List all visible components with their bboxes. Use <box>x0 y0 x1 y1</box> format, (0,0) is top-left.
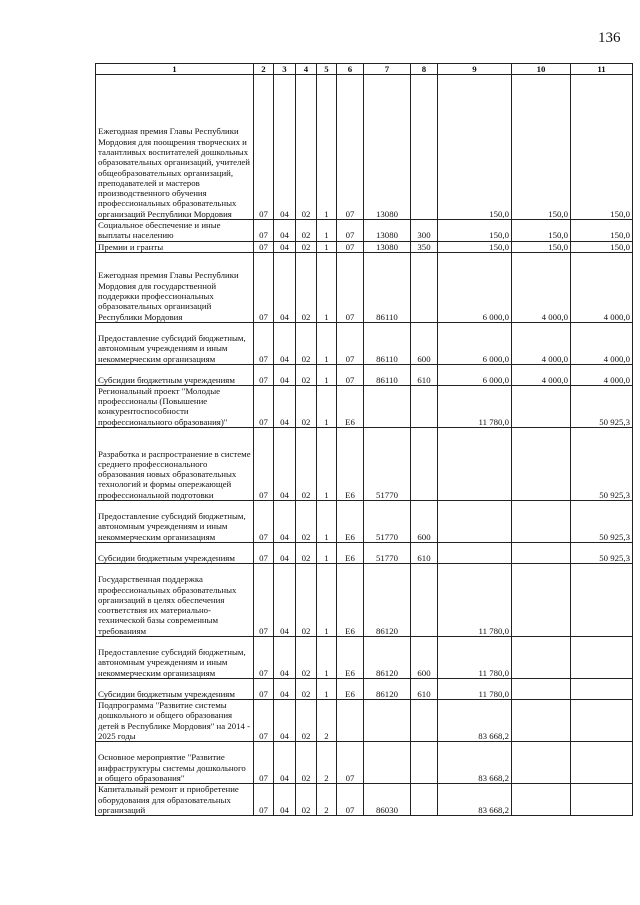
column-header: 9 <box>438 64 512 75</box>
code-cell: 02 <box>296 784 317 816</box>
amount-cell: 4 000,0 <box>512 322 571 364</box>
code-cell: 07 <box>254 784 274 816</box>
column-header: 5 <box>317 64 337 75</box>
amount-cell <box>512 637 571 679</box>
code-cell: 07 <box>254 543 274 564</box>
code-cell: 07 <box>254 75 274 220</box>
code-cell: 86120 <box>364 637 411 679</box>
column-header: 2 <box>254 64 274 75</box>
code-cell: 02 <box>296 252 317 322</box>
code-cell: 04 <box>274 385 296 427</box>
amount-cell <box>438 543 512 564</box>
code-cell: 600 <box>411 322 438 364</box>
row-name-cell: Субсидии бюджетным учреждениям <box>96 543 254 564</box>
row-name-cell: Социальное обеспечение и иные выплаты населению <box>96 220 254 242</box>
table-row <box>96 700 633 742</box>
code-cell: 300 <box>411 220 438 242</box>
amount-cell <box>512 385 571 427</box>
amount-cell: 83 668,2 <box>438 700 512 742</box>
code-cell: 02 <box>296 428 317 501</box>
code-cell: 2 <box>317 700 337 742</box>
code-cell: 04 <box>274 564 296 637</box>
code-cell: 600 <box>411 501 438 543</box>
table-row <box>96 742 633 784</box>
code-cell: 610 <box>411 679 438 700</box>
amount-cell <box>571 637 633 679</box>
code-cell: 1 <box>317 543 337 564</box>
code-cell: 07 <box>254 637 274 679</box>
budget-table <box>95 63 633 816</box>
amount-cell <box>571 679 633 700</box>
row-name-cell: Основное мероприятие "Развитие инфраструктуры системы дошкольного и общего образования" <box>96 742 254 784</box>
row-name-cell: Капитальный ремонт и приобретение оборудования для образовательных организаций <box>96 784 254 816</box>
code-cell <box>411 700 438 742</box>
amount-cell: 150,0 <box>571 75 633 220</box>
amount-cell: 83 668,2 <box>438 742 512 784</box>
code-cell: 04 <box>274 364 296 385</box>
amount-cell: 150,0 <box>512 75 571 220</box>
amount-cell <box>438 501 512 543</box>
code-cell: 04 <box>274 252 296 322</box>
code-cell: 04 <box>274 241 296 252</box>
amount-cell <box>571 742 633 784</box>
row-name-cell: Ежегодная премия Главы Республики Мордовия для поощрения творческих и талантливых воспитателей дошкольных образовательных организаций, учителей общеобразовательных организаций, преподавателей и мастеров производственного обучения профессиональных образовательных организаций Республики Мордовия <box>96 75 254 220</box>
code-cell: 350 <box>411 241 438 252</box>
code-cell: E6 <box>337 564 364 637</box>
amount-cell: 150,0 <box>438 241 512 252</box>
amount-cell <box>512 700 571 742</box>
column-header: 11 <box>571 64 633 75</box>
code-cell <box>411 564 438 637</box>
code-cell: 1 <box>317 564 337 637</box>
amount-cell: 11 780,0 <box>438 637 512 679</box>
row-name-cell: Государственная поддержка профессиональных образовательных организаций в целях обеспечения соответствия их материально-технической базы современным требованиям <box>96 564 254 637</box>
amount-cell: 50 925,3 <box>571 385 633 427</box>
code-cell: 07 <box>254 700 274 742</box>
code-cell: 07 <box>254 501 274 543</box>
code-cell: 86120 <box>364 564 411 637</box>
code-cell: 1 <box>317 364 337 385</box>
amount-cell: 150,0 <box>571 220 633 242</box>
amount-cell <box>512 679 571 700</box>
code-cell: 51770 <box>364 428 411 501</box>
code-cell: 1 <box>317 241 337 252</box>
table-row <box>96 501 633 543</box>
code-cell <box>411 252 438 322</box>
code-cell: 02 <box>296 501 317 543</box>
amount-cell <box>512 501 571 543</box>
table-row <box>96 428 633 501</box>
code-cell: 02 <box>296 322 317 364</box>
code-cell: 04 <box>274 543 296 564</box>
column-header: 7 <box>364 64 411 75</box>
code-cell: 04 <box>274 501 296 543</box>
code-cell: 02 <box>296 75 317 220</box>
code-cell: 610 <box>411 543 438 564</box>
code-cell <box>337 700 364 742</box>
table-body <box>96 75 633 816</box>
row-name-cell: Предоставление субсидий бюджетным, автономным учреждениям и иным некоммерческим организациям <box>96 501 254 543</box>
amount-cell <box>571 700 633 742</box>
amount-cell: 6 000,0 <box>438 364 512 385</box>
code-cell: 51770 <box>364 543 411 564</box>
amount-cell <box>512 784 571 816</box>
amount-cell: 50 925,3 <box>571 543 633 564</box>
code-cell: E6 <box>337 679 364 700</box>
code-cell: 04 <box>274 220 296 242</box>
code-cell <box>411 75 438 220</box>
table-row <box>96 220 633 242</box>
table-row <box>96 241 633 252</box>
amount-cell <box>512 742 571 784</box>
amount-cell: 150,0 <box>438 75 512 220</box>
code-cell: 07 <box>337 364 364 385</box>
row-name-cell: Предоставление субсидий бюджетным, автономным учреждениям и иным некоммерческим организациям <box>96 322 254 364</box>
column-header: 3 <box>274 64 296 75</box>
code-cell: 600 <box>411 637 438 679</box>
code-cell: 04 <box>274 637 296 679</box>
page-number: 136 <box>598 30 621 46</box>
code-cell: 07 <box>337 322 364 364</box>
code-cell: 07 <box>337 75 364 220</box>
code-cell: E6 <box>337 637 364 679</box>
code-cell: 07 <box>254 220 274 242</box>
amount-cell: 6 000,0 <box>438 252 512 322</box>
code-cell: 13080 <box>364 75 411 220</box>
code-cell: 04 <box>274 75 296 220</box>
code-cell: 2 <box>317 742 337 784</box>
code-cell: 1 <box>317 637 337 679</box>
amount-cell: 4 000,0 <box>571 252 633 322</box>
row-name-cell: Региональный проект "Молодые профессионалы (Повышение конкурентоспособности профессионального образования)" <box>96 385 254 427</box>
column-header: 4 <box>296 64 317 75</box>
amount-cell: 11 780,0 <box>438 385 512 427</box>
code-cell: E6 <box>337 543 364 564</box>
amount-cell: 11 780,0 <box>438 679 512 700</box>
amount-cell <box>571 564 633 637</box>
code-cell <box>411 784 438 816</box>
code-cell <box>411 385 438 427</box>
amount-cell <box>438 428 512 501</box>
row-name-cell: Субсидии бюджетным учреждениям <box>96 679 254 700</box>
code-cell <box>411 428 438 501</box>
code-cell: 07 <box>254 364 274 385</box>
amount-cell: 4 000,0 <box>512 364 571 385</box>
code-cell: 1 <box>317 428 337 501</box>
code-cell: 04 <box>274 428 296 501</box>
table-row <box>96 322 633 364</box>
code-cell: 07 <box>254 564 274 637</box>
amount-cell <box>512 428 571 501</box>
table-row <box>96 784 633 816</box>
amount-cell: 83 668,2 <box>438 784 512 816</box>
code-cell: 13080 <box>364 241 411 252</box>
code-cell: 04 <box>274 742 296 784</box>
amount-cell: 150,0 <box>438 220 512 242</box>
table-row <box>96 679 633 700</box>
code-cell: 02 <box>296 742 317 784</box>
code-cell: 1 <box>317 75 337 220</box>
code-cell: 86110 <box>364 252 411 322</box>
code-cell: 02 <box>296 220 317 242</box>
code-cell <box>411 742 438 784</box>
amount-cell: 6 000,0 <box>438 322 512 364</box>
code-cell: E6 <box>337 428 364 501</box>
code-cell: 07 <box>337 784 364 816</box>
column-header: 1 <box>96 64 254 75</box>
table-row <box>96 364 633 385</box>
code-cell: 1 <box>317 501 337 543</box>
code-cell: 1 <box>317 252 337 322</box>
column-header: 6 <box>337 64 364 75</box>
table-row <box>96 75 633 220</box>
header-row <box>96 64 633 75</box>
code-cell: 02 <box>296 679 317 700</box>
code-cell: 1 <box>317 679 337 700</box>
amount-cell: 4 000,0 <box>571 322 633 364</box>
code-cell: 07 <box>254 252 274 322</box>
code-cell: 13080 <box>364 220 411 242</box>
code-cell: 86120 <box>364 679 411 700</box>
code-cell: 86110 <box>364 322 411 364</box>
amount-cell <box>571 784 633 816</box>
amount-cell <box>512 543 571 564</box>
amount-cell <box>512 564 571 637</box>
code-cell: 02 <box>296 700 317 742</box>
code-cell: 02 <box>296 637 317 679</box>
row-name-cell: Разработка и распространение в системе среднего профессионального образования новых образовательных технологий и формы опережающей профессиональной подготовки <box>96 428 254 501</box>
column-header: 8 <box>411 64 438 75</box>
table-row <box>96 637 633 679</box>
code-cell <box>364 700 411 742</box>
code-cell: E6 <box>337 385 364 427</box>
row-name-cell: Премии и гранты <box>96 241 254 252</box>
amount-cell: 150,0 <box>571 241 633 252</box>
amount-cell: 4 000,0 <box>512 252 571 322</box>
code-cell: 1 <box>317 385 337 427</box>
table-row <box>96 564 633 637</box>
column-header: 10 <box>512 64 571 75</box>
code-cell: 07 <box>254 385 274 427</box>
code-cell: 07 <box>254 322 274 364</box>
amount-cell: 50 925,3 <box>571 501 633 543</box>
code-cell: 1 <box>317 322 337 364</box>
table-row <box>96 543 633 564</box>
code-cell: 02 <box>296 364 317 385</box>
code-cell: 04 <box>274 784 296 816</box>
amount-cell: 50 925,3 <box>571 428 633 501</box>
amount-cell: 11 780,0 <box>438 564 512 637</box>
code-cell: 2 <box>317 784 337 816</box>
code-cell: E6 <box>337 501 364 543</box>
amount-cell: 150,0 <box>512 241 571 252</box>
row-name-cell: Предоставление субсидий бюджетным, автономным учреждениям и иным некоммерческим организациям <box>96 637 254 679</box>
code-cell: 04 <box>274 322 296 364</box>
table-row <box>96 252 633 322</box>
code-cell: 610 <box>411 364 438 385</box>
amount-cell: 4 000,0 <box>571 364 633 385</box>
code-cell: 07 <box>254 241 274 252</box>
code-cell: 07 <box>337 220 364 242</box>
amount-cell: 150,0 <box>512 220 571 242</box>
row-name-cell: Подпрограмма "Развитие системы дошкольного и общего образования детей в Республике Мордовия" на 2014 - 2025 годы <box>96 700 254 742</box>
code-cell: 04 <box>274 679 296 700</box>
code-cell: 07 <box>337 241 364 252</box>
code-cell: 07 <box>254 428 274 501</box>
code-cell: 04 <box>274 700 296 742</box>
code-cell: 86030 <box>364 784 411 816</box>
code-cell: 51770 <box>364 501 411 543</box>
code-cell: 02 <box>296 385 317 427</box>
row-name-cell: Ежегодная премия Главы Республики Мордовия для государственной поддержки профессиональных образовательных организаций Республики Мордовия <box>96 252 254 322</box>
table-row <box>96 385 633 427</box>
code-cell: 02 <box>296 564 317 637</box>
code-cell: 07 <box>254 742 274 784</box>
code-cell: 02 <box>296 241 317 252</box>
code-cell <box>364 742 411 784</box>
code-cell: 86110 <box>364 364 411 385</box>
code-cell <box>364 385 411 427</box>
code-cell: 1 <box>317 220 337 242</box>
row-name-cell: Субсидии бюджетным учреждениям <box>96 364 254 385</box>
code-cell: 07 <box>254 679 274 700</box>
code-cell: 07 <box>337 742 364 784</box>
code-cell: 02 <box>296 543 317 564</box>
code-cell: 07 <box>337 252 364 322</box>
